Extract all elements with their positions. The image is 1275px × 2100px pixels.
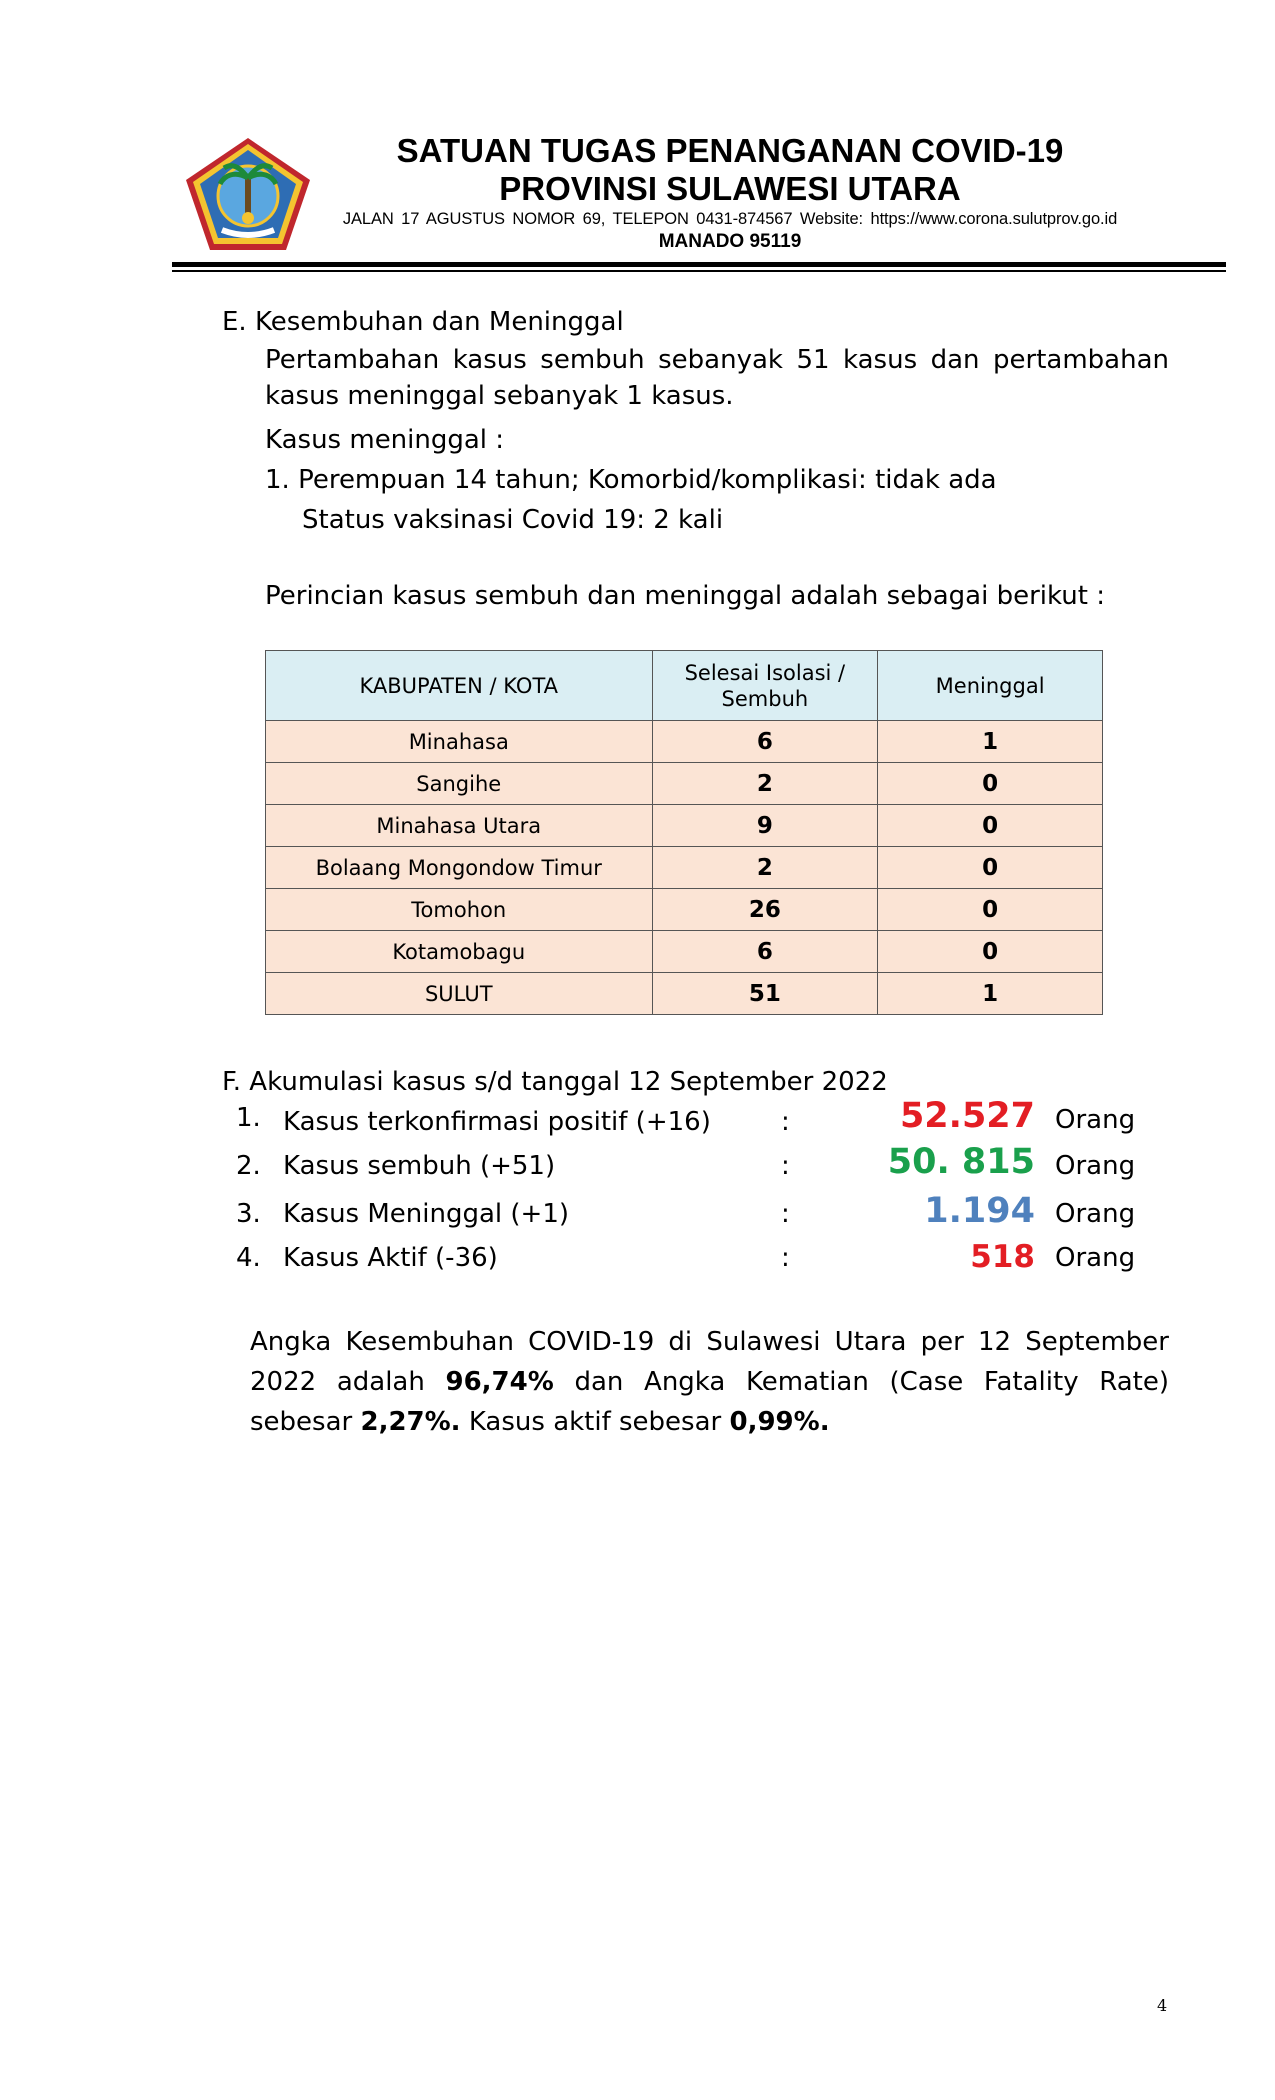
cell-sembuh: 6 (652, 721, 878, 763)
section-e-para-line1: Pertambahan kasus sembuh sebanyak 51 kasus dan pertambahan (265, 345, 1169, 375)
item-unit: Orang (1055, 1105, 1136, 1135)
cell-meninggal: 1 (878, 721, 1103, 763)
item-unit: Orang (1055, 1199, 1136, 1229)
summary-line2: 2022 adalah 96,74% dan Angka Kematian (Case Fatality Rate) (250, 1367, 1169, 1397)
cell-sembuh: 9 (652, 805, 878, 847)
header-sembuh: Selesai Isolasi / Sembuh (652, 651, 878, 721)
table-intro: Perincian kasus sembuh dan meninggal adalah sebagai berikut : (265, 581, 1105, 611)
letterhead-divider-thick (172, 262, 1226, 267)
cell-sembuh: 2 (652, 763, 878, 805)
cell-meninggal: 0 (878, 847, 1103, 889)
deaths-label: Kasus meninggal : (265, 425, 505, 455)
page-number: 4 (1157, 1996, 1168, 2015)
item-colon: : (781, 1151, 790, 1181)
item-label: Kasus Meninggal (+1) (283, 1199, 570, 1229)
cell-sembuh: 2 (652, 847, 878, 889)
recovery-death-table (265, 650, 1103, 1015)
item-number: 3. (236, 1199, 261, 1229)
item-number: 1. (236, 1103, 261, 1133)
cell-sembuh: 6 (652, 931, 878, 973)
cell-kota: Sangihe (266, 763, 653, 805)
recovered-value: 50. 815 (887, 1142, 1035, 1182)
death-item-1: 1. Perempuan 14 tahun; Komorbid/komplikasi: tidak ada (265, 465, 997, 495)
cell-kota: Tomohon (266, 889, 653, 931)
org-title-line2: PROVINSI SULAWESI UTARA (499, 170, 961, 207)
item-label: Kasus terkonfirmasi positif (+16) (283, 1107, 711, 1137)
org-title-line1: SATUAN TUGAS PENANGANAN COVID-19 (396, 132, 1064, 169)
table-header-row (266, 651, 1103, 721)
item-colon: : (781, 1199, 790, 1229)
provincial-emblem-icon (182, 134, 314, 254)
confirmed-value: 52.527 (899, 1096, 1035, 1136)
section-e-heading: E. Kesembuhan dan Meninggal (222, 307, 624, 337)
table-row (266, 889, 1103, 931)
cell-kota: Kotamobagu (266, 931, 653, 973)
section-f-heading: F. Akumulasi kasus s/d tanggal 12 September 2022 (222, 1067, 888, 1097)
active-value: 518 (970, 1239, 1035, 1275)
case-fatality-rate: 2,27%. (360, 1407, 461, 1437)
summary-line1: Angka Kesembuhan COVID-19 di Sulawesi Utara per 12 September (250, 1327, 1169, 1357)
cell-kota: Minahasa (266, 721, 653, 763)
cell-meninggal: 0 (878, 805, 1103, 847)
cell-sembuh: 26 (652, 889, 878, 931)
cell-sembuh: 51 (652, 973, 878, 1015)
org-address: JALAN 17 AGUSTUS NOMOR 69, TELEPON 0431-874567 Website: https://www.corona.sulutprov.go.id (342, 210, 1118, 228)
deaths-value: 1.194 (924, 1191, 1035, 1231)
table-row (266, 847, 1103, 889)
recovery-rate: 96,74% (445, 1367, 554, 1397)
section-e-para-line2: kasus meninggal sebanyak 1 kasus. (265, 381, 734, 411)
table-row (266, 763, 1103, 805)
cell-meninggal: 0 (878, 763, 1103, 805)
death-item-1-vaccination: Status vaksinasi Covid 19: 2 kali (302, 505, 724, 535)
item-label: Kasus sembuh (+51) (283, 1151, 556, 1181)
item-number: 2. (236, 1151, 261, 1181)
cell-kota: SULUT (266, 973, 653, 1015)
cell-kota: Minahasa Utara (266, 805, 653, 847)
header-kabupaten-kota: KABUPATEN / KOTA (266, 651, 653, 721)
header-meninggal: Meninggal (878, 651, 1103, 721)
item-unit: Orang (1055, 1243, 1136, 1273)
cell-kota: Bolaang Mongondow Timur (266, 847, 653, 889)
letterhead-divider-thin (172, 270, 1226, 272)
item-colon: : (781, 1243, 790, 1273)
cell-meninggal: 0 (878, 889, 1103, 931)
item-unit: Orang (1055, 1151, 1136, 1181)
summary-line3: sebesar 2,27%. Kasus aktif sebesar 0,99%. (250, 1407, 830, 1437)
cell-meninggal: 0 (878, 931, 1103, 973)
table-row (266, 721, 1103, 763)
cell-meninggal: 1 (878, 973, 1103, 1015)
table-total-row (266, 973, 1103, 1015)
org-city: MANADO 95119 (658, 231, 802, 252)
item-number: 4. (236, 1243, 261, 1273)
item-colon: : (781, 1107, 790, 1137)
table-row (266, 805, 1103, 847)
table-row (266, 931, 1103, 973)
item-label: Kasus Aktif (-36) (283, 1243, 498, 1273)
active-rate: 0,99%. (729, 1407, 830, 1437)
